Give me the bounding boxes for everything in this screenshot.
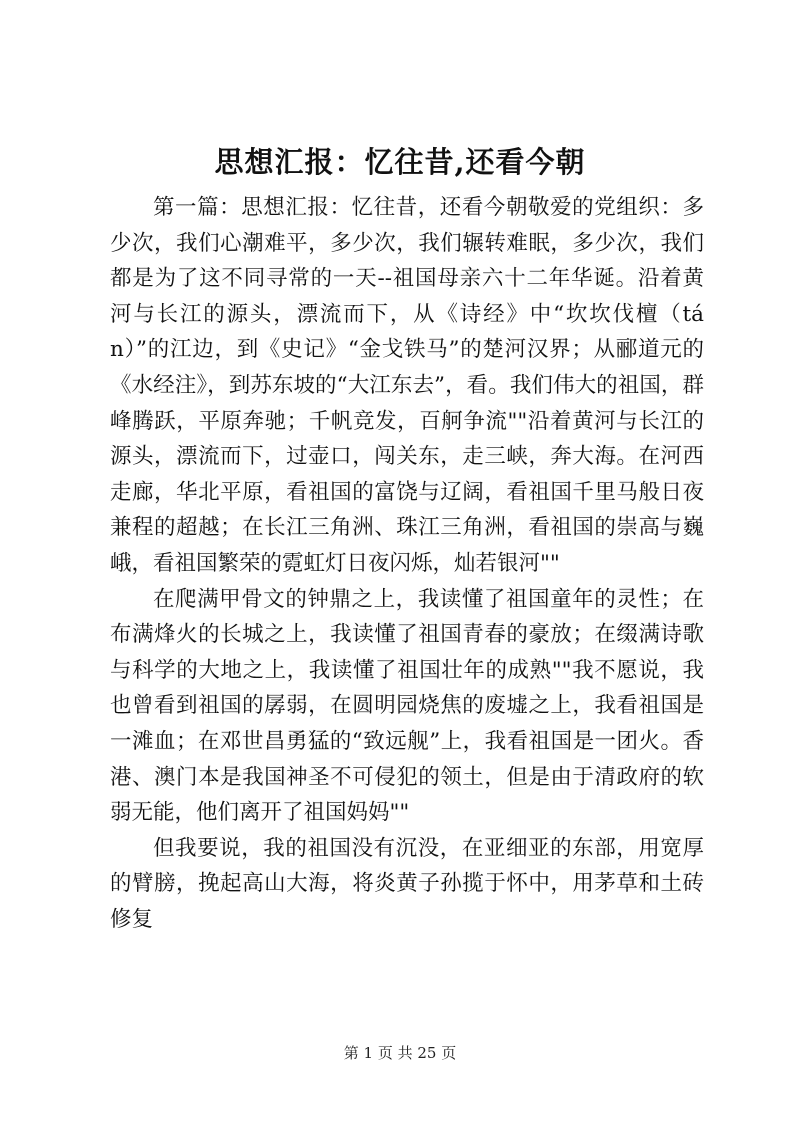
document-title: 思想汇报：忆往昔,还看今朝	[214, 145, 586, 179]
paragraph-3: 但我要说，我的祖国没有沉没，在亚细亚的东部，用宽厚的臂膀，挽起高山大海，将炎黄子孙揽于怀中，用茅草和土砖修复	[110, 835, 704, 932]
page-footer: 第 1 页 共 25 页	[343, 1044, 457, 1062]
paragraph-1: 第一篇：思想汇报：忆往昔，还看今朝敬爱的党组织：多少次，我们心潮难平，多少次，我们辗转难眠，多少次，我们都是为了这不同寻常的一天--祖国母亲六十二年华诞。沿着黄河与长江的源头，漂流而下，从《诗经》中“坎坎伐檀（tán）”的江边，到《史记》“金戈铁马”的楚河汉界；从郦道元的《水经注》，到苏东坡的“大江东去”，看。我们伟大的祖国，群峰腾跃，平原奔驰；千帆竞发，百舸争流""沿着黄河与长江的源头，漂流而下，过壶口，闯关东，走三峡，奔大海。在河西走廊，华北平原，看祖国的富饶与辽阔，看祖国千里马般日夜兼程的超越；在长江三角洲、珠江三角洲，看祖国的崇高与巍峨，看祖国繁荣的霓虹灯日夜闪烁，灿若银河""	[110, 195, 704, 576]
paragraph-2: 在爬满甲骨文的钟鼎之上，我读懂了祖国童年的灵性；在布满烽火的长城之上，我读懂了祖国青春的豪放；在缀满诗歌与科学的大地之上，我读懂了祖国壮年的成熟""我不愿说，我也曾看到祖国的孱弱，在圆明园烧焦的废墟之上，我看祖国是一滩血；在邓世昌勇猛的“致远舰”上，我看祖国是一团火。香港、澳门本是我国神圣不可侵犯的领土，但是由于清政府的软弱无能，他们离开了祖国妈妈""	[110, 586, 704, 826]
document-body	[110, 190, 704, 937]
